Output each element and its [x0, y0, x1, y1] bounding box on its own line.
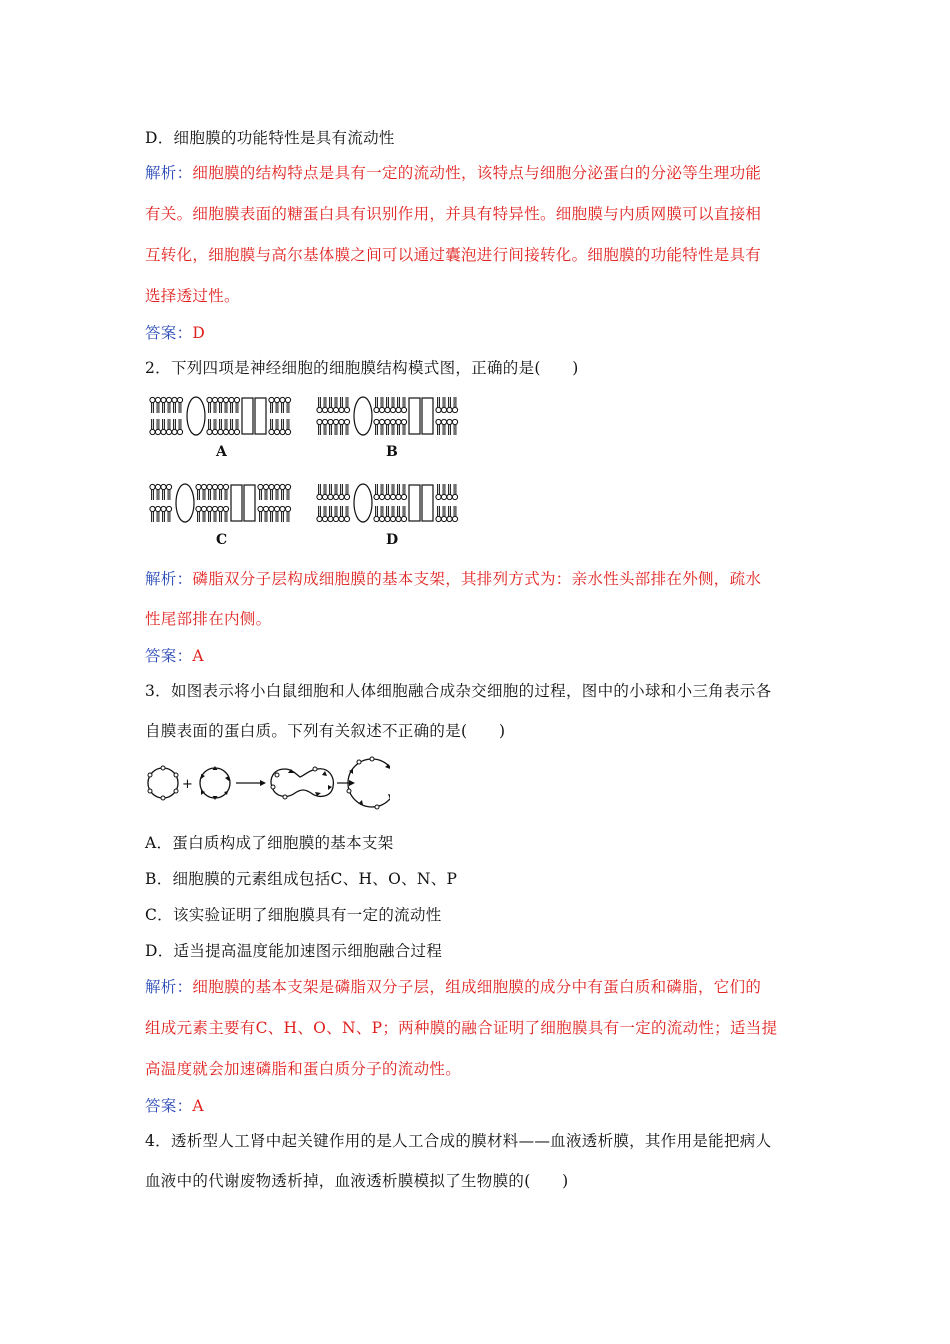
cell-fusion-figure: [145, 755, 390, 813]
membrane-structure-figure: [145, 392, 475, 554]
q3-option-b: B．细胞膜的元素组成包括C、H、O、N、P: [145, 870, 458, 888]
q1-answer: [145, 322, 810, 344]
q3-answer-value: A: [192, 1097, 204, 1115]
q2-stem: 2．下列四项是神经细胞的细胞膜结构模式图，正确的是( ): [145, 359, 579, 377]
q2-answer-value: A: [192, 647, 204, 665]
panel-c-membrane: [150, 484, 291, 522]
q3-stem-line-1: 3．如图表示将小白鼠细胞和人体细胞融合成杂交细胞的过程，图中的小球和小三角表示各: [145, 682, 772, 700]
q3-option-a: A．蛋白质构成了细胞膜的基本支架: [145, 834, 394, 852]
q1-analysis-line-4: 选择透过性。: [145, 287, 240, 305]
q2-analysis-label: 解析：: [145, 570, 193, 588]
figure-label-b: B: [386, 444, 398, 460]
fusing-cells: [271, 767, 333, 799]
panel-b-membrane: [317, 397, 458, 435]
mouse-cell: [148, 766, 178, 800]
q3-analysis-line-2: 组成元素主要有C、H、O、N、P；两种膜的融合证明了细胞膜具有一定的流动性；适当提: [145, 1019, 778, 1037]
q1-analysis-line-3: 互转化，细胞膜与高尔基体膜之间可以通过囊泡进行间接转化。细胞膜的功能特性是具有: [145, 246, 762, 264]
q2-analysis-line-1: 解析：磷脂双分子层构成细胞膜的基本支架，其排列方式为：亲水性头部排在外侧，疏水: [145, 570, 762, 588]
panel-a-membrane: [150, 397, 291, 435]
q3-option-d: D．适当提高温度能加速图示细胞融合过程: [145, 942, 443, 960]
q3-analysis-label: 解析：: [145, 978, 193, 996]
q3-answer: [145, 1095, 810, 1117]
q2-answer: [145, 645, 810, 667]
q3-analysis-line-1: 解析：细胞膜的基本支架是磷脂双分子层，组成细胞膜的成分中有蛋白质和磷脂，它们的: [145, 978, 762, 996]
q2-answer-label: 答案：: [145, 647, 193, 665]
q3-analysis-line-3: 高温度就会加速磷脂和蛋白质分子的流动性。: [145, 1060, 462, 1078]
plus-sign: +: [182, 777, 193, 792]
q1-analysis-line-1: 解析：细胞膜的结构特点是具有一定的流动性，该特点与细胞分泌蛋白的分泌等生理功能: [145, 164, 762, 182]
q4-stem-line-2: 血液中的代谢废物透析掉，血液透析膜模拟了生物膜的( ): [145, 1172, 569, 1190]
panel-d-membrane: [317, 484, 458, 522]
figure-label-c: C: [216, 532, 228, 548]
q1-analysis-label: 解析：: [145, 164, 193, 182]
q1-answer-label: 答案：: [145, 324, 193, 342]
q2-analysis-line-2: 性尾部排在内侧。: [145, 610, 272, 628]
q1-analysis-line-2: 有关。细胞膜表面的糖蛋白具有识别作用，并具有特异性。细胞膜与内质网膜可以直接相: [145, 205, 762, 223]
q4-stem-line-1: 4．透析型人工肾中起关键作用的是人工合成的膜材料——血液透析膜，其作用是能把病人: [145, 1132, 772, 1150]
figure-label-a: A: [216, 444, 227, 460]
figure-label-d: D: [386, 532, 399, 548]
human-cell: [200, 766, 230, 800]
q3-answer-label: 答案：: [145, 1097, 193, 1115]
q1-option-d: D．细胞膜的功能特性是具有流动性: [145, 129, 395, 147]
q3-option-c: C．该实验证明了细胞膜具有一定的流动性: [145, 906, 442, 924]
q3-stem-line-2: 自膜表面的蛋白质。下列有关叙述不正确的是( ): [145, 722, 506, 740]
q1-answer-value: D: [192, 324, 206, 342]
